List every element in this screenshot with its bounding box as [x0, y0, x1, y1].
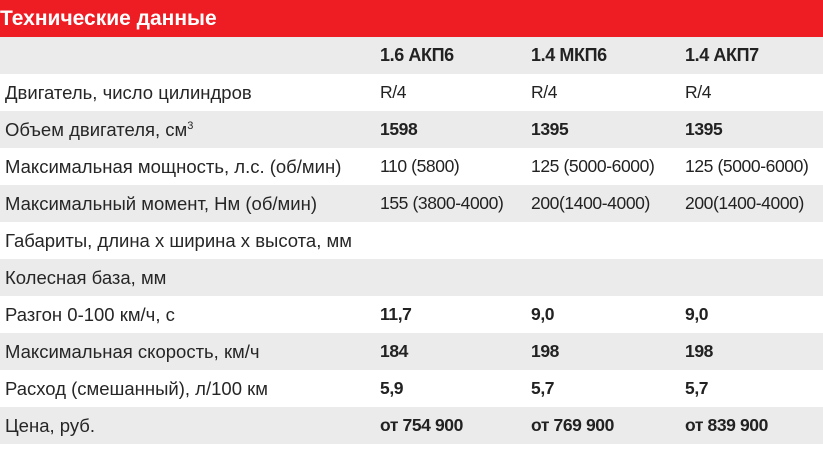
column-header-1: 1.6 АКП6 — [380, 45, 454, 65]
table-row — [0, 259, 823, 296]
row-value-col1 — [374, 259, 527, 296]
row-value-col1: 184 — [380, 341, 408, 361]
row-value-col1 — [374, 222, 527, 259]
row-value-col2: 5,7 — [531, 378, 555, 398]
row-value-col3 — [683, 259, 823, 296]
row-label: Расход (смешанный), л/100 км — [5, 377, 268, 399]
row-label: Цена, руб. — [5, 414, 96, 436]
row-value-col2 — [527, 222, 683, 259]
table-row — [0, 74, 823, 111]
row-label: Максимальная скорость, км/ч — [5, 340, 260, 362]
table-row — [0, 370, 823, 407]
table-row — [0, 333, 823, 370]
row-value-col1: 11,7 — [380, 304, 412, 324]
row-label-container — [0, 111, 374, 148]
table-row — [0, 407, 823, 444]
row-label: Двигатель, число цилиндров — [5, 81, 252, 103]
row-value-col2: 9,0 — [531, 304, 555, 324]
row-value-col1: R/4 — [380, 82, 407, 102]
row-value-col2: 200(1400-4000) — [531, 193, 650, 213]
table-title: Технические данные — [0, 0, 823, 37]
column-header-2: 1.4 МКП6 — [531, 45, 607, 65]
row-value-col1: 5,9 — [380, 378, 404, 398]
row-label-superscript: 3 — [187, 119, 194, 132]
row-value-col3: от 839 900 — [685, 415, 768, 435]
row-value-col1: от 754 900 — [380, 415, 463, 435]
row-value-col3: R/4 — [685, 82, 712, 102]
table-row — [0, 222, 823, 259]
row-value-col3: 5,7 — [685, 378, 709, 398]
row-value-col3: 125 (5000-6000) — [685, 156, 809, 176]
row-value-col1: 1598 — [380, 119, 418, 139]
row-label: Максимальная мощность, л.с. (об/мин) — [5, 155, 342, 177]
table-row — [0, 111, 823, 148]
row-value-col1: 110 (5800) — [380, 156, 460, 176]
title-row — [0, 0, 823, 37]
column-header-3: 1.4 АКП7 — [685, 45, 759, 65]
row-value-col2: 1395 — [531, 119, 569, 139]
table-row — [0, 148, 823, 185]
row-value-col2: от 769 900 — [531, 415, 614, 435]
row-label: Колесная база, мм — [5, 266, 167, 288]
row-value-col3: 200(1400-4000) — [685, 193, 804, 213]
column-header-row — [0, 37, 823, 74]
row-value-col3 — [683, 222, 823, 259]
row-value-col2: 125 (5000-6000) — [531, 156, 655, 176]
row-label: Габариты, длина х ширина х высота, мм — [5, 229, 352, 251]
row-value-col2: R/4 — [531, 82, 558, 102]
row-value-col1: 155 (3800-4000) — [380, 193, 504, 213]
header-spacer — [0, 37, 374, 74]
row-value-col3: 198 — [685, 341, 713, 361]
row-label: Разгон 0-100 км/ч, с — [5, 303, 175, 325]
table-row — [0, 185, 823, 222]
table-row — [0, 296, 823, 333]
row-value-col2: 198 — [531, 341, 559, 361]
row-value-col3: 1395 — [685, 119, 723, 139]
row-label: Объем двигателя, см — [5, 118, 188, 140]
row-value-col3: 9,0 — [685, 304, 709, 324]
row-value-col2 — [527, 259, 683, 296]
row-label: Максимальный момент, Нм (об/мин) — [5, 192, 317, 214]
